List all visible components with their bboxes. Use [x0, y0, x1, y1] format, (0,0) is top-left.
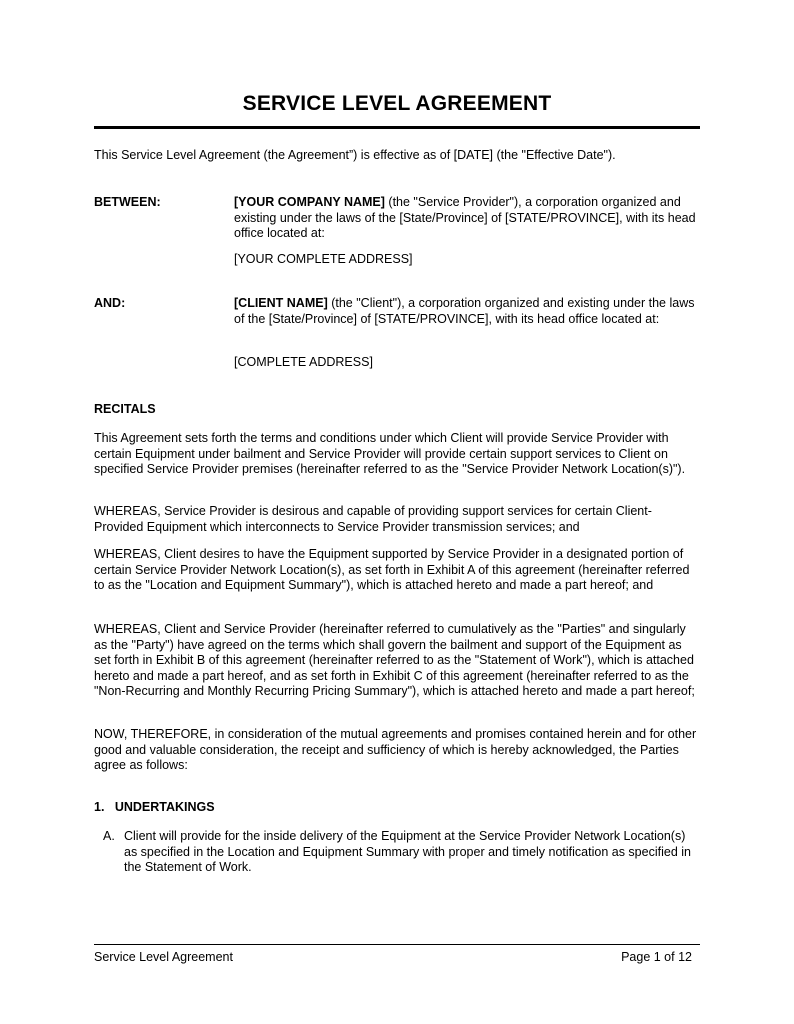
client-address: [COMPLETE ADDRESS]: [234, 355, 373, 369]
recitals-paragraph-1: This Agreement sets forth the terms and conditions under which Client will provide Service Provider with certain Equipment under bailment and Service Provider will provide certain support services to Client on specified Service Provider premises (hereinafter referred to as the "Service Provider Network Location(s)").: [94, 431, 686, 476]
provider-description: (the "Service Provider"), a corporation organized and existing under the laws of the [State/Province] of [STATE/PROVINCE], with its head office located at:: [234, 195, 696, 240]
section-1-heading: 1. UNDERTAKINGS: [94, 800, 215, 814]
recitals-paragraph-5: NOW, THEREFORE, in consideration of the mutual agreements and promises contained herein and for other good and valuable consideration, the receipt and sufficiency of which is hereby acknowledged, the Parties agree as follows:: [94, 727, 697, 772]
recitals-paragraph-4: WHEREAS, Client and Service Provider (hereinafter referred to cumulatively as the "Parties" and singularly as the "Party") have agreed on the terms which shall govern the bailment and support of the Equipment as set forth in Exhibit B of this agreement (hereinafter referred to as the "Statement of Work"), which is attached hereto and made a part hereof, and as set forth in Exhibit C of this agreement (hereinafter referred to as the "Non-Recurring and Monthly Recurring Pricing Summary"), which is attached hereto and made a part hereof;: [94, 622, 695, 698]
between-label: BETWEEN:: [94, 195, 161, 209]
provider-name: [YOUR COMPANY NAME]: [234, 195, 385, 209]
and-label: AND:: [94, 296, 126, 310]
client-description: (the "Client"), a corporation organized and existing under the laws of the [State/Province] of [STATE/PROVINCE], with its head office located at:: [234, 296, 695, 326]
client-block: [234, 296, 699, 327]
recitals-paragraph-2: WHEREAS, Service Provider is desirous and capable of providing support services for certain Client-Provided Equipment which interconnects to Service Provider transmission services; and: [94, 504, 652, 534]
footer-page-number: Page 1 of 12: [621, 950, 692, 964]
recitals-paragraph-3: WHEREAS, Client desires to have the Equipment supported by Service Provider in a designated portion of certain Service Provider Network Location(s), as set forth in Exhibit A of this agreement (hereinafter referred to as the "Location and Equipment Summary"), which is attached hereto and made a part hereof; and: [94, 547, 690, 592]
client-name: [CLIENT NAME]: [234, 296, 328, 310]
item-a-text: Client will provide for the inside delivery of the Equipment at the Service Provider Network Location(s) as specified in the Location and Equipment Summary with proper and timely notification as specified in the Statement of Work.: [124, 829, 691, 874]
document-title: SERVICE LEVEL AGREEMENT: [242, 92, 552, 115]
intro-paragraph: This Service Level Agreement (the Agreement”) is effective as of [DATE] (the "Effective Date").: [94, 148, 616, 162]
recitals-heading: RECITALS: [94, 402, 156, 416]
footer-document-name: Service Level Agreement: [94, 950, 233, 964]
item-a-letter: A.: [103, 829, 115, 843]
provider-address: [YOUR COMPLETE ADDRESS]: [234, 252, 413, 266]
provider-block: [234, 195, 699, 242]
footer-divider: [94, 944, 700, 945]
title-underline: [94, 126, 700, 129]
